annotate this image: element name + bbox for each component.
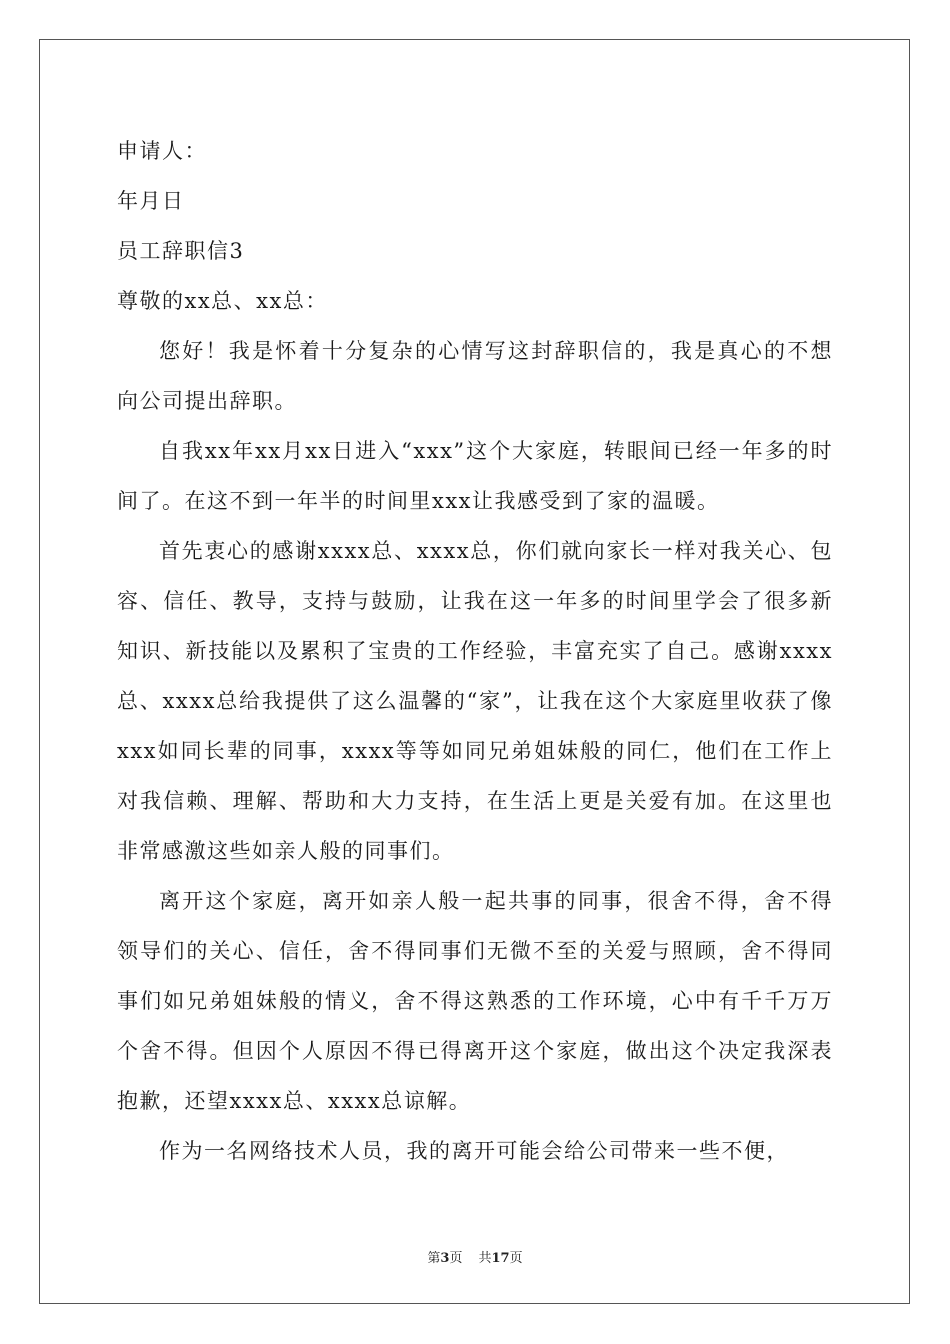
total-pages: 17 [491,1251,510,1266]
page-number: 3 [440,1251,450,1266]
salutation: 尊敬的xx总、xx总： [117,289,328,313]
page-suffix: 页 [449,1251,463,1266]
date-line: 年月日 [117,189,185,213]
total-prefix: 共 [478,1251,492,1266]
page-prefix: 第 [427,1251,441,1266]
paragraph-joined: 自我xx年xx月xx日进入“xxx”这个大家庭，转眼间已经一年多的时间了。在这不到一年半的时间里xxx让我感受到了家的温暖。 [117,439,833,513]
page-footer [0,1247,950,1266]
letter-title: 员工辞职信3 [117,239,245,263]
paragraph-leaving: 离开这个家庭，离开如亲人般一起共事的同事，很舍不得，舍不得领导们的关心、信任，舍不得同事们无微不至的关爱与照顾，舍不得同事们如兄弟姐妹般的情义，舍不得这熟悉的工作环境，心中有千千万万个舍不得。但因个人原因不得已得离开这个家庭，做出这个决定我深表抱歉，还望xxxx总、xxxx总谅解。 [117,889,833,1113]
paragraph-greeting: 您好！我是怀着十分复杂的心情写这封辞职信的，我是真心的不想向公司提出辞职。 [117,339,833,413]
total-suffix: 页 [509,1251,523,1266]
document-body [117,126,833,1176]
paragraph-thanks: 首先衷心的感谢xxxx总、xxxx总，你们就向家长一样对我关心、包容、信任、教导，支持与鼓励，让我在这一年多的时间里学会了很多新知识、新技能以及累积了宝贵的工作经验，丰富充实了自己。感谢xxxx总、xxxx总给我提供了这么温馨的“家”，让我在这个大家庭里收获了像xxx如同长辈的同事，xxxx等等如同兄弟姐妹般的同仁，他们在工作上对我信赖、理解、帮助和大力支持，在生活上更是关爱有加。在这里也非常感激这些如亲人般的同事们。 [117,539,833,863]
paragraph-technical: 作为一名网络技术人员，我的离开可能会给公司带来一些不便， [159,1139,789,1163]
applicant-line: 申请人： [117,139,207,163]
